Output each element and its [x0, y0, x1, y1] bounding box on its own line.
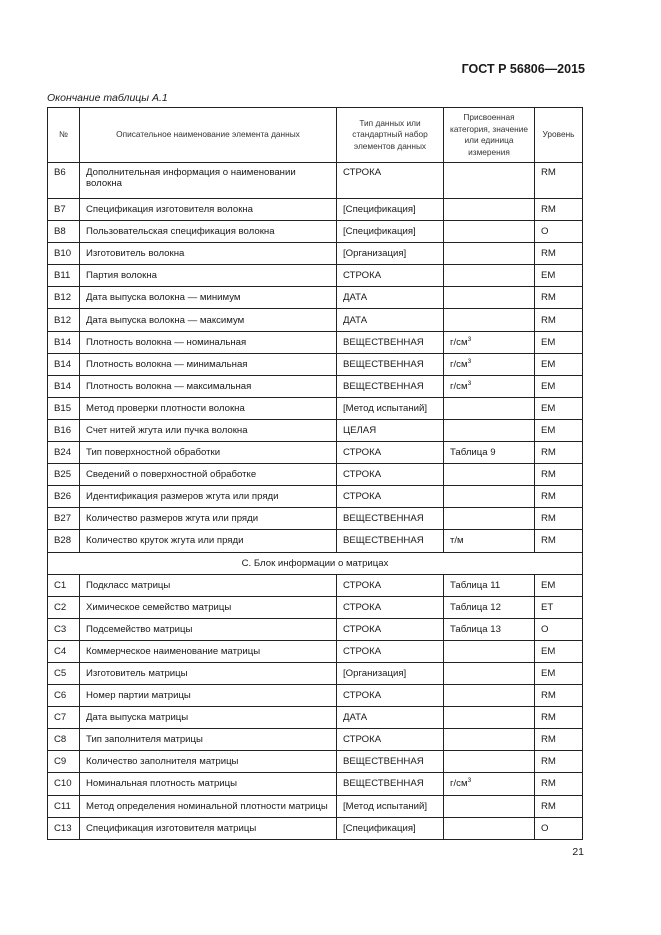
- row-level: RM: [535, 729, 583, 751]
- table-row: [48, 508, 583, 530]
- row-name: Коммерческое наименование матрицы: [80, 640, 337, 662]
- row-level: RM: [535, 486, 583, 508]
- row-type: СТРОКА: [337, 464, 444, 486]
- row-number: B15: [48, 397, 80, 419]
- section-c-heading: [48, 552, 583, 574]
- row-level: RM: [535, 309, 583, 331]
- row-number: B14: [48, 353, 80, 375]
- row-name: Дата выпуска волокна — минимум: [80, 287, 337, 309]
- table-row: [48, 662, 583, 684]
- row-name: Идентификация размеров жгута или пряди: [80, 486, 337, 508]
- row-level: RM: [535, 287, 583, 309]
- row-unit: [444, 163, 535, 199]
- table-row: [48, 243, 583, 265]
- row-number: C1: [48, 574, 80, 596]
- row-type: СТРОКА: [337, 442, 444, 464]
- row-unit: т/м: [444, 530, 535, 552]
- row-number: B8: [48, 221, 80, 243]
- section-c-rows: [48, 574, 583, 839]
- row-level: RM: [535, 199, 583, 221]
- row-type: СТРОКА: [337, 574, 444, 596]
- row-type: [Метод испытаний]: [337, 795, 444, 817]
- row-level: RM: [535, 707, 583, 729]
- row-unit: [444, 662, 535, 684]
- row-name: Изготовитель матрицы: [80, 662, 337, 684]
- row-level: EM: [535, 331, 583, 353]
- row-unit: [444, 221, 535, 243]
- row-number: B26: [48, 486, 80, 508]
- table-row: [48, 486, 583, 508]
- row-name: Номер партии матрицы: [80, 685, 337, 707]
- row-unit: [444, 265, 535, 287]
- row-level: EM: [535, 640, 583, 662]
- row-unit: [444, 795, 535, 817]
- table-row: [48, 442, 583, 464]
- table-row: [48, 685, 583, 707]
- document-code: ГОСТ Р 56806—2015: [461, 62, 585, 76]
- row-number: B11: [48, 265, 80, 287]
- row-name: Тип заполнителя матрицы: [80, 729, 337, 751]
- row-level: RM: [535, 685, 583, 707]
- row-type: [Спецификация]: [337, 817, 444, 839]
- row-unit: [444, 729, 535, 751]
- row-name: Метод определения номинальной плотности матрицы: [80, 795, 337, 817]
- row-number: B25: [48, 464, 80, 486]
- header-name: Описательное наименование элемента данных: [80, 108, 337, 163]
- row-name: Плотность волокна — номинальная: [80, 331, 337, 353]
- row-type: СТРОКА: [337, 265, 444, 287]
- table-row: [48, 199, 583, 221]
- row-level: RM: [535, 508, 583, 530]
- row-name: Счет нитей жгута или пучка волокна: [80, 419, 337, 441]
- header-level: Уровень: [535, 108, 583, 163]
- table-row: [48, 353, 583, 375]
- header-type: Тип данных или стандартный набор элементов данных: [337, 108, 444, 163]
- page-number: 21: [572, 846, 584, 858]
- row-number: B27: [48, 508, 80, 530]
- row-name: Химическое семейство матрицы: [80, 596, 337, 618]
- row-number: C6: [48, 685, 80, 707]
- row-unit: Таблица 12: [444, 596, 535, 618]
- row-level: O: [535, 221, 583, 243]
- row-unit: [444, 419, 535, 441]
- row-type: ДАТА: [337, 287, 444, 309]
- row-type: ВЕЩЕСТВЕННАЯ: [337, 331, 444, 353]
- row-number: C4: [48, 640, 80, 662]
- row-unit: [444, 199, 535, 221]
- row-level: O: [535, 618, 583, 640]
- row-level: RM: [535, 773, 583, 795]
- row-unit: Таблица 9: [444, 442, 535, 464]
- row-unit: [444, 508, 535, 530]
- table-row: [48, 707, 583, 729]
- row-level: ET: [535, 596, 583, 618]
- row-type: СТРОКА: [337, 640, 444, 662]
- row-level: EM: [535, 419, 583, 441]
- table-header-row: [48, 108, 583, 163]
- row-level: RM: [535, 464, 583, 486]
- row-unit: $г/см^3$: [444, 375, 535, 397]
- row-type: СТРОКА: [337, 163, 444, 199]
- row-name: Изготовитель волокна: [80, 243, 337, 265]
- row-unit: [444, 464, 535, 486]
- row-number: B7: [48, 199, 80, 221]
- row-type: ВЕЩЕСТВЕННАЯ: [337, 530, 444, 552]
- row-level: RM: [535, 163, 583, 199]
- header-unit: Присвоенная категория, значение или единица измерения: [444, 108, 535, 163]
- row-name: Спецификация изготовителя волокна: [80, 199, 337, 221]
- row-unit: [444, 685, 535, 707]
- row-unit: $г/см^3$: [444, 331, 535, 353]
- row-type: ВЕЩЕСТВЕННАЯ: [337, 773, 444, 795]
- row-unit: Таблица 11: [444, 574, 535, 596]
- row-type: СТРОКА: [337, 618, 444, 640]
- row-number: C2: [48, 596, 80, 618]
- row-type: [Организация]: [337, 662, 444, 684]
- row-name: Количество круток жгута или пряди: [80, 530, 337, 552]
- row-number: B10: [48, 243, 80, 265]
- table-row: [48, 530, 583, 552]
- table-row: [48, 287, 583, 309]
- row-unit: [444, 817, 535, 839]
- row-unit: [444, 243, 535, 265]
- row-unit: [444, 287, 535, 309]
- row-name: Метод проверки плотности волокна: [80, 397, 337, 419]
- row-unit: $г/см^3$: [444, 353, 535, 375]
- row-unit: [444, 309, 535, 331]
- row-number: C7: [48, 707, 80, 729]
- unit-superscript: 3: [467, 777, 472, 785]
- row-unit: [444, 640, 535, 662]
- table-row: [48, 331, 583, 353]
- row-name: Дата выпуска матрицы: [80, 707, 337, 729]
- row-number: C11: [48, 795, 80, 817]
- row-level: RM: [535, 751, 583, 773]
- row-name: Количество размеров жгута или пряди: [80, 508, 337, 530]
- row-unit: [444, 707, 535, 729]
- row-level: O: [535, 817, 583, 839]
- section-b-rows: [48, 163, 583, 553]
- row-unit: [444, 397, 535, 419]
- row-level: EM: [535, 574, 583, 596]
- row-type: ВЕЩЕСТВЕННАЯ: [337, 375, 444, 397]
- row-level: RM: [535, 795, 583, 817]
- row-name: Подкласс матрицы: [80, 574, 337, 596]
- row-name: Сведений о поверхностной обработке: [80, 464, 337, 486]
- row-number: B6: [48, 163, 80, 199]
- table-row: [48, 795, 583, 817]
- row-unit: Таблица 13: [444, 618, 535, 640]
- row-type: ВЕЩЕСТВЕННАЯ: [337, 353, 444, 375]
- table-row: [48, 817, 583, 839]
- row-number: C10: [48, 773, 80, 795]
- row-type: ЦЕЛАЯ: [337, 419, 444, 441]
- unit-superscript: 3: [467, 335, 472, 343]
- row-level: EM: [535, 353, 583, 375]
- row-level: RM: [535, 442, 583, 464]
- row-number: C5: [48, 662, 80, 684]
- row-name: Количество заполнителя матрицы: [80, 751, 337, 773]
- row-level: RM: [535, 530, 583, 552]
- row-level: EM: [535, 375, 583, 397]
- row-level: EM: [535, 397, 583, 419]
- table-row: [48, 265, 583, 287]
- row-type: [Спецификация]: [337, 221, 444, 243]
- data-elements-table: [47, 107, 583, 840]
- table-row: [48, 618, 583, 640]
- row-type: [Организация]: [337, 243, 444, 265]
- row-type: [Метод испытаний]: [337, 397, 444, 419]
- row-type: СТРОКА: [337, 729, 444, 751]
- row-number: B16: [48, 419, 80, 441]
- row-type: ДАТА: [337, 707, 444, 729]
- row-unit: [444, 751, 535, 773]
- row-name: Спецификация изготовителя матрицы: [80, 817, 337, 839]
- row-number: B14: [48, 375, 80, 397]
- table-caption: Окончание таблицы А.1: [47, 92, 168, 104]
- table-row: [48, 375, 583, 397]
- row-unit: [444, 486, 535, 508]
- row-name: Тип поверхностной обработки: [80, 442, 337, 464]
- table-row: [48, 221, 583, 243]
- row-name: Партия волокна: [80, 265, 337, 287]
- table-row: [48, 397, 583, 419]
- row-name: Дополнительная информация о наименовании волокна: [80, 163, 337, 199]
- table-row: [48, 640, 583, 662]
- table-row: [48, 163, 583, 199]
- table-row: [48, 773, 583, 795]
- row-type: ВЕЩЕСТВЕННАЯ: [337, 751, 444, 773]
- row-number: B28: [48, 530, 80, 552]
- row-number: B12: [48, 287, 80, 309]
- section-c-title: С. Блок информации о матрицах: [48, 552, 583, 574]
- header-no: №: [48, 108, 80, 163]
- row-number: C9: [48, 751, 80, 773]
- row-number: B12: [48, 309, 80, 331]
- row-name: Плотность волокна — минимальная: [80, 353, 337, 375]
- row-type: [Спецификация]: [337, 199, 444, 221]
- table-row: [48, 596, 583, 618]
- row-number: B14: [48, 331, 80, 353]
- unit-superscript: 3: [467, 357, 472, 365]
- row-type: ВЕЩЕСТВЕННАЯ: [337, 508, 444, 530]
- row-unit: $г/см^3$: [444, 773, 535, 795]
- row-type: СТРОКА: [337, 685, 444, 707]
- row-number: C8: [48, 729, 80, 751]
- row-name: Плотность волокна — максимальная: [80, 375, 337, 397]
- table-row: [48, 464, 583, 486]
- row-number: B24: [48, 442, 80, 464]
- row-level: RM: [535, 243, 583, 265]
- row-type: СТРОКА: [337, 596, 444, 618]
- row-type: ДАТА: [337, 309, 444, 331]
- row-type: СТРОКА: [337, 486, 444, 508]
- unit-superscript: 3: [467, 379, 472, 387]
- table-row: [48, 729, 583, 751]
- row-name: Подсемейство матрицы: [80, 618, 337, 640]
- row-name: Дата выпуска волокна — максимум: [80, 309, 337, 331]
- row-number: C3: [48, 618, 80, 640]
- table-row: [48, 574, 583, 596]
- row-number: C13: [48, 817, 80, 839]
- row-name: Номинальная плотность матрицы: [80, 773, 337, 795]
- row-level: EM: [535, 265, 583, 287]
- row-level: EM: [535, 662, 583, 684]
- row-name: Пользовательская спецификация волокна: [80, 221, 337, 243]
- table-row: [48, 309, 583, 331]
- table-row: [48, 419, 583, 441]
- table-row: [48, 751, 583, 773]
